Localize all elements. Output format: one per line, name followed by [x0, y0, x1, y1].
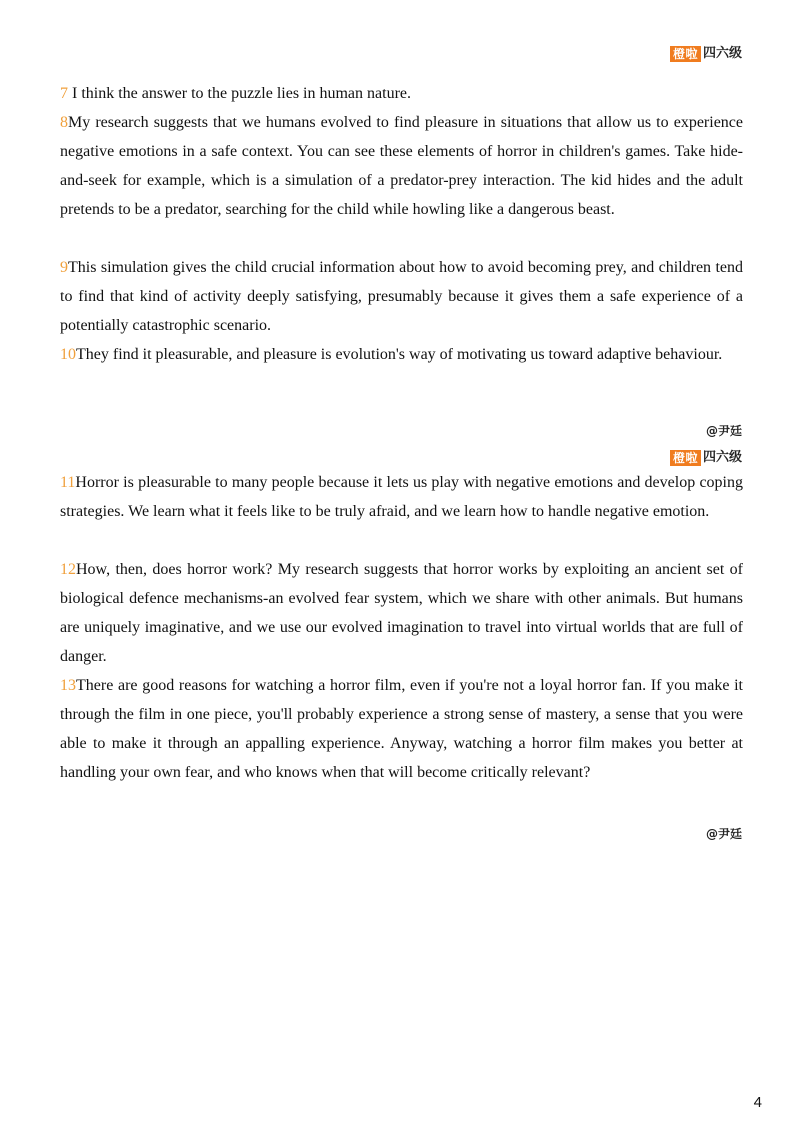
logo-badge: 橙啦: [670, 450, 701, 466]
signature: @尹廷: [705, 424, 742, 438]
paragraph-text: This simulation gives the child crucial information about how to avoid becoming prey, and children tend to find that kind of activity deeply satisfying, presumably because it gives them a safe experience of a potentially catastrophic scenario.: [60, 259, 743, 334]
paragraph-number: 10: [60, 346, 76, 363]
page-number: 4: [753, 1094, 762, 1111]
paragraph-text: My research suggests that we humans evolved to find pleasure in situations that allow us to experience negative emotions in a safe context. You can see these elements of horror in children's games. Take hide-and-seek for example, which is a simulation of a predator-prey interaction. The kid hides and the adult pretends to be a predator, searching for the child while howling like a dangerous beast.: [60, 114, 743, 218]
paragraph-text: There are good reasons for watching a horror film, even if you're not a loyal horror fan. If you make it through the film in one piece, you'll probably experience a strong sense of mastery, a sense that you were able to make it through an appalling experience. Anyway, watching a horror film makes you better at handling your own fear, and who knows when that will become critically relevant?: [60, 677, 743, 781]
logo-text: 四六级: [702, 450, 742, 465]
header-logo: [670, 46, 742, 62]
paragraph-13: [60, 671, 743, 787]
paragraph-text: How, then, does horror work? My research suggests that horror works by exploiting an ancient set of biological defence mechanisms-an evolved fear system, which we share with other animals. But humans are uniquely imaginative, and we use our evolved imagination to travel into virtual worlds that are full of danger.: [60, 561, 743, 665]
paragraph-10: [60, 340, 743, 369]
paragraph-text: Horror is pleasurable to many people because it lets us play with negative emotions and develop coping strategies. We learn what it feels like to be truly afraid, and we learn how to handle negative emotion.: [60, 474, 743, 520]
signature: @尹廷: [705, 827, 742, 841]
paragraph-number: 13: [60, 677, 76, 694]
paragraph-number: 11: [60, 474, 76, 491]
paragraph-number: 8: [60, 114, 68, 131]
paragraph-number: 12: [60, 561, 76, 578]
paragraph-11: [60, 468, 743, 526]
paragraph-text: They find it pleasurable, and pleasure is evolution's way of motivating us toward adaptive behaviour.: [76, 346, 723, 363]
paragraph-number: 9: [60, 259, 68, 276]
logo-text: 四六级: [702, 46, 742, 61]
section-logo: [670, 450, 742, 466]
paragraph-12: [60, 555, 743, 671]
paragraph-text: I think the answer to the puzzle lies in human nature.: [72, 85, 412, 102]
paragraph-number: 7: [60, 85, 72, 102]
paragraph-9: [60, 253, 743, 340]
logo-badge: 橙啦: [670, 46, 701, 62]
paragraph-7: [60, 79, 743, 108]
paragraph-8: [60, 108, 743, 224]
